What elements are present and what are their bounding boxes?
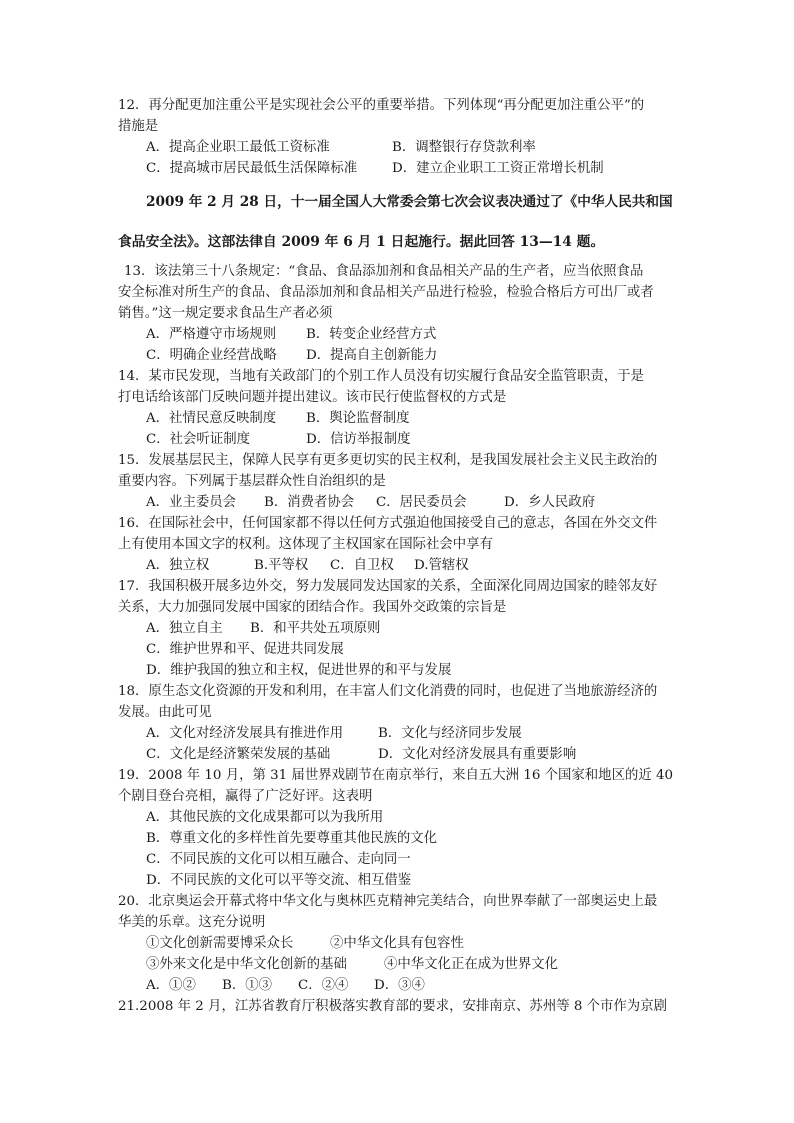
- q14-option-a: A．社情民意反映制度: [146, 411, 277, 426]
- q12-option-c: C．提高城市居民最低生活保障标准: [146, 161, 358, 176]
- q21-stem-line-1: 21.2008 年 2 月，江苏省教育厅积极落实教育部的要求，安排南京、苏州等 8 个市作为京剧: [118, 999, 667, 1014]
- q20-option-c: C．②④: [298, 978, 349, 993]
- q20-statement-3: ③外来文化是中华文化创新的基础: [146, 957, 347, 972]
- q13-option-b: B．转变企业经营方式: [306, 327, 437, 342]
- q18-option-a: A．文化对经济发展具有推进作用: [146, 726, 344, 741]
- q13-option-c: C．明确企业经营战略: [146, 348, 277, 363]
- q13-option-a: A．严格遵守市场规则: [146, 327, 277, 342]
- q16-stem-line-1: 16．在国际社会中，任何国家都不得以任何方式强迫他国接受自己的意志，各国在外交文件: [118, 516, 658, 531]
- q17-stem-line-2: 关系，大力加强同发展中国家的团结合作。我国外交政策的宗旨是: [118, 600, 507, 615]
- q20-option-a: A．①②: [146, 978, 196, 993]
- q14-option-b: B．舆论监督制度: [306, 411, 410, 426]
- q14-stem-line-2: 打电话给该部门反映问题并提出建议。该市民行使监督权的方式是: [118, 390, 507, 405]
- q17-option-d: D．维护我国的独立和主权，促进世界的和平与发展: [146, 663, 452, 678]
- q20-stem-line-1: 20．北京奥运会开幕式将中华文化与奥林匹克精神完美结合，向世界奉献了一部奥运史上最: [118, 894, 658, 909]
- material-line-2: 食品安全法》。这部法律自 2009 年 6 月 1 日起施行。据此回答 13—14 题。: [118, 234, 605, 250]
- q13-option-d: D．提高自主创新能力: [306, 348, 438, 363]
- q15-option-b: B．消费者协会: [264, 495, 355, 510]
- q13-stem-line-3: 销售。”这一规定要求食品生产者必须: [118, 306, 333, 321]
- material-line-1: 2009 年 2 月 28 日，十一届全国人大常委会第七次会议表决通过了《中华人民共和国: [146, 194, 673, 210]
- q18-stem-line-2: 发展。由此可见: [118, 705, 212, 720]
- q14-stem-line-1: 14．某市民发现，当地有关政部门的个别工作人员没有切实履行食品安全监管职责，于是: [118, 369, 644, 384]
- q12-option-d: D．建立企业职工工资正常增长机制: [392, 161, 604, 176]
- q13-stem-line-1: 13．该法第三十八条规定：“食品、食品添加剂和食品相关产品的生产者，应当依照食品: [124, 264, 644, 279]
- q19-option-d: D．不同民族的文化可以平等交流、相互借鉴: [146, 873, 412, 888]
- q19-stem-line-1: 19．2008 年 10 月，第 31 届世界戏剧节在南京举行，来自五大洲 16 个国家和地区的近 40: [118, 768, 674, 783]
- q18-stem-line-1: 18．原生态文化资源的开发和利用，在丰富人们文化消费的同时，也促进了当地旅游经济的: [118, 684, 658, 699]
- q15-option-d: D．乡人民政府: [504, 495, 596, 510]
- q20-statement-4: ④中华文化正在成为世界文化: [384, 957, 559, 972]
- q15-option-a: A．业主委员会: [146, 495, 237, 510]
- q17-stem-line-1: 17．我国积极开展多边外交，努力发展同发达国家的关系，全面深化同周边国家的睦邻友好: [118, 579, 658, 594]
- q20-statement-2: ②中华文化具有包容性: [330, 936, 464, 951]
- q12-option-b: B．调整银行存贷款利率: [392, 140, 536, 155]
- q13-stem-line-2: 安全标准对所生产的食品、食品添加剂和食品相关产品进行检验，检验合格后方可出厂或者: [118, 285, 654, 300]
- q19-option-a: A．其他民族的文化成果都可以为我所用: [146, 810, 384, 825]
- q14-option-d: D．信访举报制度: [306, 432, 411, 447]
- q20-option-b: B．①③: [222, 978, 273, 993]
- q20-statement-1: ①文化创新需要博采众长: [146, 936, 294, 951]
- q17-option-c: C．维护世界和平、促进共同发展: [146, 642, 344, 657]
- q12-stem-line-1: 12．再分配更加注重公平是实现社会公平的重要举措。下列体现“再分配更加注重公平”的: [118, 98, 645, 113]
- q12-stem-line-2: 措施是: [118, 119, 159, 134]
- q15-stem-line-2: 重要内容。下列属于基层群众性自治组织的是: [118, 474, 386, 489]
- q16-option-c: C．自卫权: [330, 558, 394, 573]
- q15-stem-line-1: 15．发展基层民主，保障人民享有更多更切实的民主权利，是我国发展社会主义民主政治的: [118, 453, 658, 468]
- q19-option-b: B．尊重文化的多样性首先要尊重其他民族的文化: [146, 831, 438, 846]
- q12-option-a: A．提高企业职工最低工资标准: [146, 140, 330, 155]
- q18-option-d: D．文化对经济发展具有重要影响: [378, 747, 577, 762]
- q17-option-b: B．和平共处五项原则: [250, 621, 381, 636]
- q20-option-d: D．③④: [374, 978, 425, 993]
- q18-option-b: B．文化与经济同步发展: [378, 726, 522, 741]
- q16-option-d: D.管辖权: [414, 558, 469, 573]
- q16-option-b: B.平等权: [254, 558, 309, 573]
- q18-option-c: C．文化是经济繁荣发展的基础: [146, 747, 331, 762]
- q19-option-c: C．不同民族的文化可以相互融合、走向同一: [146, 852, 411, 867]
- q16-option-a: A．独立权: [146, 558, 210, 573]
- q16-stem-line-2: 上有使用本国文字的权利。这体现了主权国家在国际社会中享有: [118, 537, 493, 552]
- q15-option-c: C．居民委员会: [376, 495, 467, 510]
- q19-stem-line-2: 个剧目登台亮相，赢得了广泛好评。这表明: [118, 789, 373, 804]
- q20-stem-line-2: 华美的乐章。这充分说明: [118, 915, 266, 930]
- q14-option-c: C．社会听证制度: [146, 432, 250, 447]
- q17-option-a: A．独立自主: [146, 621, 223, 636]
